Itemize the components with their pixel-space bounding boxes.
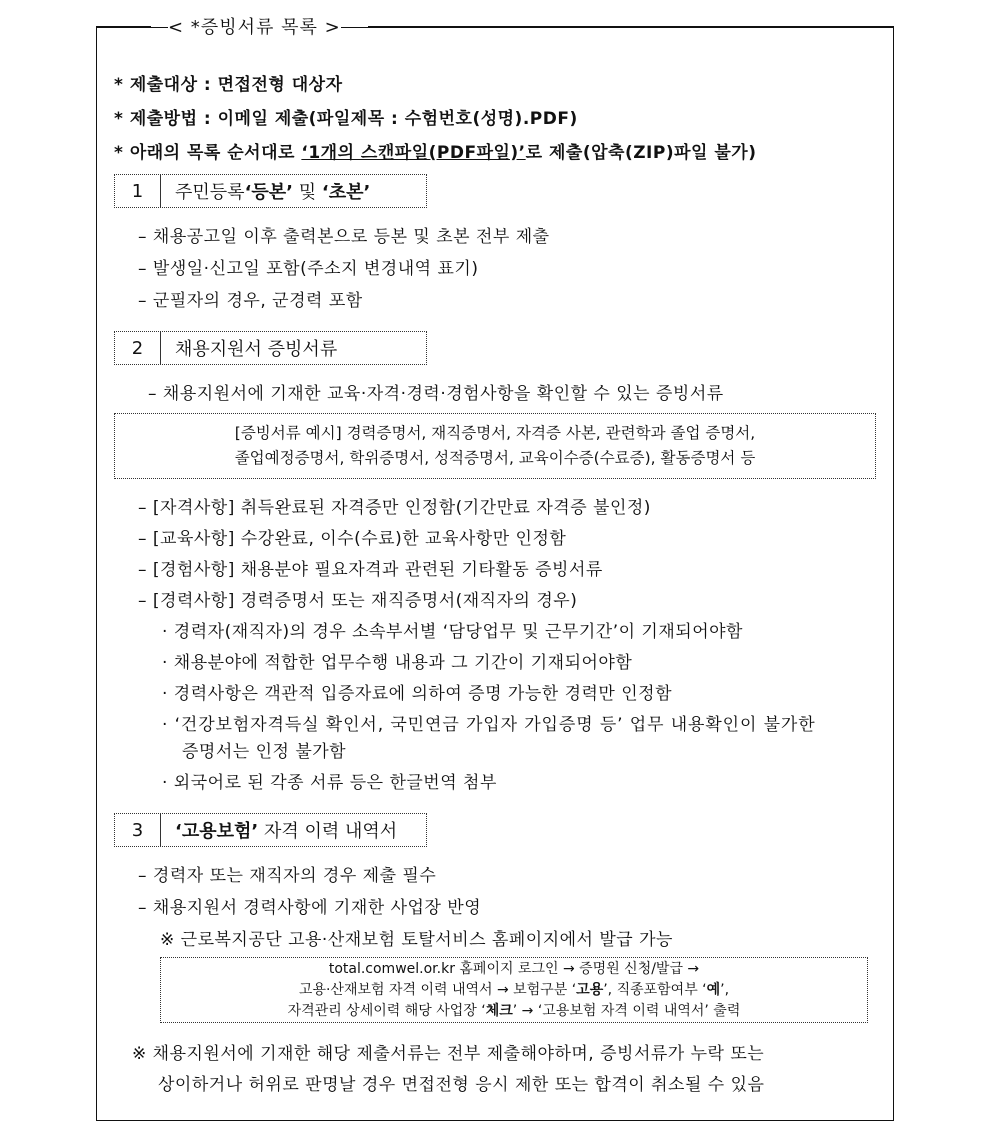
sub-list-item: · 외국어로 된 각종 서류 등은 한글번역 첨부 — [162, 773, 497, 793]
header-text: 제출대상 : 면접전형 대상자 — [129, 75, 343, 95]
instructions-text: ’, — [720, 982, 730, 998]
instructions-text: ’ → ‘고용보험 자격 이력 내역서’ 출력 — [512, 1003, 741, 1019]
instructions-line: total.comwel.or.kr 홈페이지 로그인 → 증명원 신청/발급 → — [328, 961, 700, 977]
sub-list-item: · 경력자(재직자)의 경우 소속부서별 ‘담당업무 및 근무기간’이 기재되어야함 — [162, 622, 743, 642]
sub-list-item: · 채용분야에 적합한 업무수행 내용과 그 기간이 기재되어야함 — [162, 653, 633, 673]
title-bar — [96, 10, 896, 44]
section-title — [161, 178, 370, 204]
title-text: 및 — [293, 182, 322, 203]
list-item: – [경력사항] 경력증명서 또는 재직증명서(재직자의 경우) — [138, 591, 578, 611]
header-marker: * — [114, 143, 124, 163]
list-item: – [교육사항] 수강완료, 이수(수료)한 교육사항만 인정함 — [138, 529, 567, 549]
list-item: – 채용지원서 경력사항에 기재한 사업장 반영 — [138, 898, 482, 918]
list-item: – [경험사항] 채용분야 필요자격과 관련된 기타활동 증빙서류 — [138, 560, 603, 580]
instructions-text: 자격관리 상세이력 해당 사업장 ‘ — [287, 1003, 486, 1019]
instructions-line — [161, 980, 867, 1001]
list-item: – [자격사항] 취득완료된 자격증만 인정함(기간만료 자격증 불인정) — [138, 498, 651, 518]
section-number: 2 — [115, 332, 161, 364]
sub-list-item: · 경력사항은 객관적 입증자료에 의하여 증명 가능한 경력만 인정함 — [162, 684, 673, 704]
section-title: 채용지원서 증빙서류 — [175, 339, 338, 360]
list-item: – 채용공고일 이후 출력본으로 등본 및 초본 전부 제출 — [138, 227, 550, 247]
header-text: 로 제출(압축(ZIP)파일 불가) — [525, 143, 757, 163]
instructions-text: 고용·산재보험 자격 이력 내역서 → 보험구분 ‘ — [298, 982, 577, 998]
section-intro: – 채용지원서에 기재한 교육·자격·경력·경험사항을 확인할 수 있는 증빙서류 — [148, 384, 724, 404]
note-text: ※ 근로복지공단 고용·산재보험 토탈서비스 홈페이지에서 발급 가능 — [160, 930, 673, 950]
header-underlined-text: ‘1개의 스캔파일(PDF파일)’ — [301, 143, 526, 163]
section-3-header — [114, 813, 427, 847]
title-bold-text: ‘고용보험’ — [175, 821, 259, 842]
section-number: 3 — [115, 814, 161, 846]
title-rule-left — [96, 26, 151, 27]
section-1-header — [114, 174, 427, 208]
header-line-method — [114, 104, 578, 129]
instructions-text: ’, 직종포함여부 ‘ — [603, 982, 707, 998]
section-number: 1 — [115, 175, 161, 207]
section-title — [161, 817, 397, 843]
header-marker: * — [114, 109, 124, 129]
footer-note-continuation: 상이하거나 허위로 판명날 경우 면접전형 응시 제한 또는 합격이 취소될 수 있음 — [158, 1075, 765, 1095]
title-bold-text: ‘초본’ — [321, 182, 371, 203]
header-line-target — [114, 70, 343, 95]
header-line-order — [114, 138, 756, 163]
header-marker: * — [114, 75, 124, 95]
example-line: 졸업예정증명서, 학위증명서, 성적증명서, 교육이수증(수료증), 활동증명서 등 — [234, 449, 756, 467]
list-item: – 경력자 또는 재직자의 경우 제출 필수 — [138, 866, 437, 886]
instructions-bold: 체크 — [485, 1003, 513, 1019]
header-text: 제출방법 : 이메일 제출(파일제목 : 수험번호(성명).PDF) — [129, 109, 578, 129]
title-text: 자격 이력 내역서 — [258, 821, 398, 842]
header-text: 아래의 목록 순서대로 — [129, 143, 302, 163]
page-title: < *증빙서류 목록 > — [168, 13, 341, 39]
title-rule-right — [368, 26, 894, 27]
section-2-header — [114, 331, 427, 365]
instructions-bold: 예 — [706, 982, 721, 998]
sub-list-item: · ‘건강보험자격득실 확인서, 국민연금 가입자 가입증명 등’ 업무 내용확인이 불가한 — [162, 715, 816, 735]
instructions-bold: 고용 — [576, 982, 604, 998]
sub-list-item-continuation: 증명서는 인정 불가함 — [182, 742, 347, 762]
list-item: – 발생일·신고일 포함(주소지 변경내역 표기) — [138, 259, 479, 279]
title-text: 주민등록 — [175, 182, 245, 203]
list-item: – 군필자의 경우, 군경력 포함 — [138, 291, 363, 311]
instructions-box — [160, 957, 868, 1023]
footer-note: ※ 채용지원서에 기재한 해당 제출서류는 전부 제출해야하며, 증빙서류가 누락 또는 — [132, 1044, 765, 1064]
example-line: [증빙서류 예시] 경력증명서, 재직증명서, 자격증 사본, 관련학과 졸업 증명서, — [234, 424, 756, 442]
instructions-line — [161, 1001, 867, 1022]
title-bold-text: ‘등본’ — [244, 182, 294, 203]
example-box — [114, 413, 876, 479]
